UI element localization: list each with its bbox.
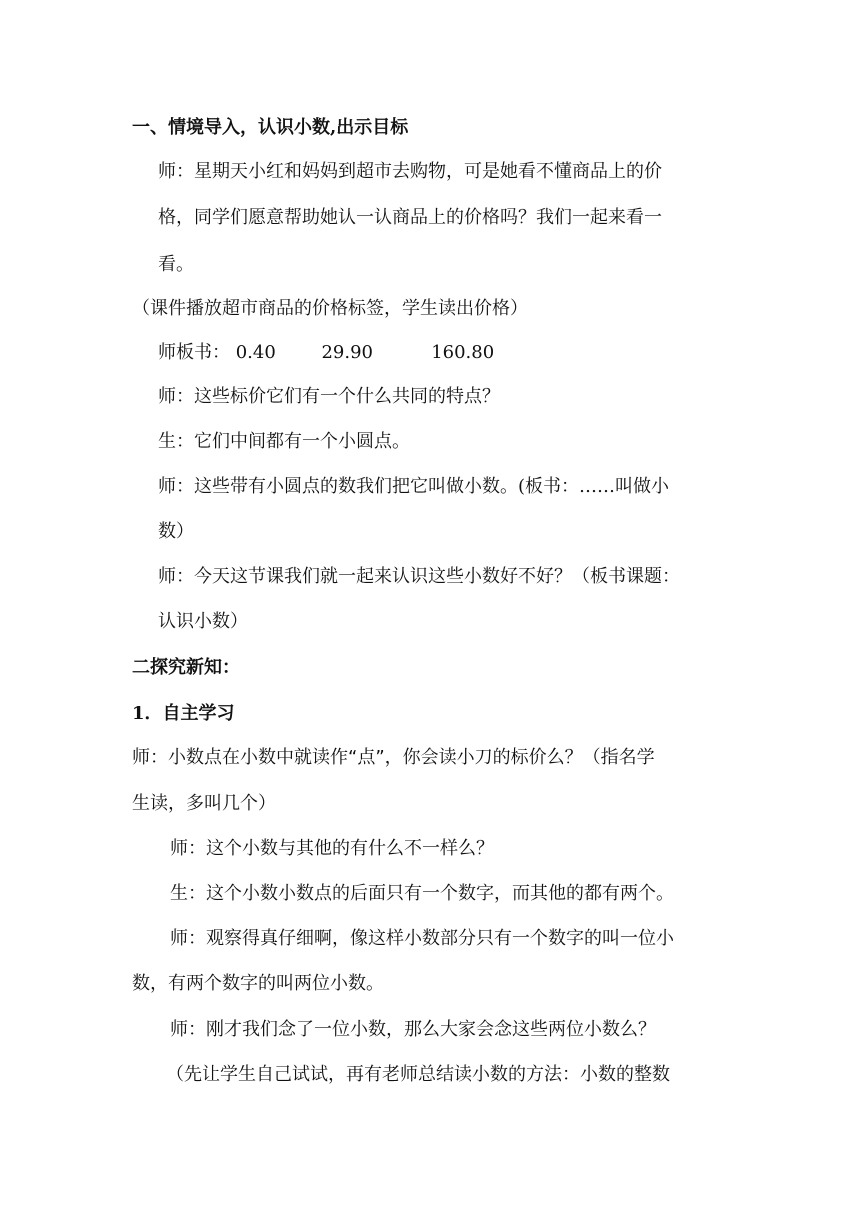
paragraph-line: 看。	[158, 254, 194, 275]
paragraph-line: 生读，多叫几个）	[132, 793, 276, 814]
paragraph-line: （先让学生自己试试，再有老师总结读小数的方法：小数的整数	[166, 1064, 670, 1085]
paragraph-line: 数，有两个数字的叫两位小数。	[132, 973, 384, 994]
paragraph-line: 师：刚才我们念了一位小数，那么大家会念这些两位小数么？	[170, 1019, 656, 1040]
paragraph-line: 师：观察得真仔细啊，像这样小数部分只有一个数字的叫一位小	[170, 928, 674, 949]
paragraph-line: 格，同学们愿意帮助她认一认商品上的价格吗？我们一起来看一	[158, 207, 662, 228]
paragraph-line: 生：它们中间都有一个小圆点。	[158, 431, 410, 452]
paragraph-line: 师：小数点在小数中就读作“点”，你会读小刀的标价么？（指名学	[132, 747, 655, 768]
board-value: 0.40	[235, 342, 276, 363]
board-value: 29.90	[321, 342, 373, 363]
board-writing-line	[158, 341, 494, 365]
paragraph-line: 师：这些带有小圆点的数我们把它叫做小数。(板书：……叫做小	[158, 476, 670, 497]
paragraph-line: 生：这个小数小数点的后面只有一个数字，而其他的都有两个。	[170, 883, 674, 904]
section2-heading: 二探究新知：	[132, 657, 240, 678]
paragraph-line: （课件播放超市商品的价格标签，学生读出价格）	[132, 298, 528, 319]
paragraph-line: 数）	[158, 521, 194, 542]
board-label: 师板书：	[158, 342, 230, 363]
paragraph-line: 师：今天这节课我们就一起来认识这些小数好不好？（板书课题：	[158, 566, 680, 587]
paragraph-line: 师：星期天小红和妈妈到超市去购物，可是她看不懂商品上的价	[158, 161, 662, 182]
subsection-heading: 1．自主学习	[132, 703, 235, 724]
paragraph-line: 师：这个小数与其他的有什么不一样么？	[170, 838, 494, 859]
paragraph-line: 师：这些标价它们有一个什么共同的特点？	[158, 386, 500, 407]
board-value: 160.80	[431, 342, 495, 363]
paragraph-line: 认识小数）	[158, 611, 248, 632]
section1-heading: 一、情境导入，认识小数,出示目标	[132, 117, 409, 138]
